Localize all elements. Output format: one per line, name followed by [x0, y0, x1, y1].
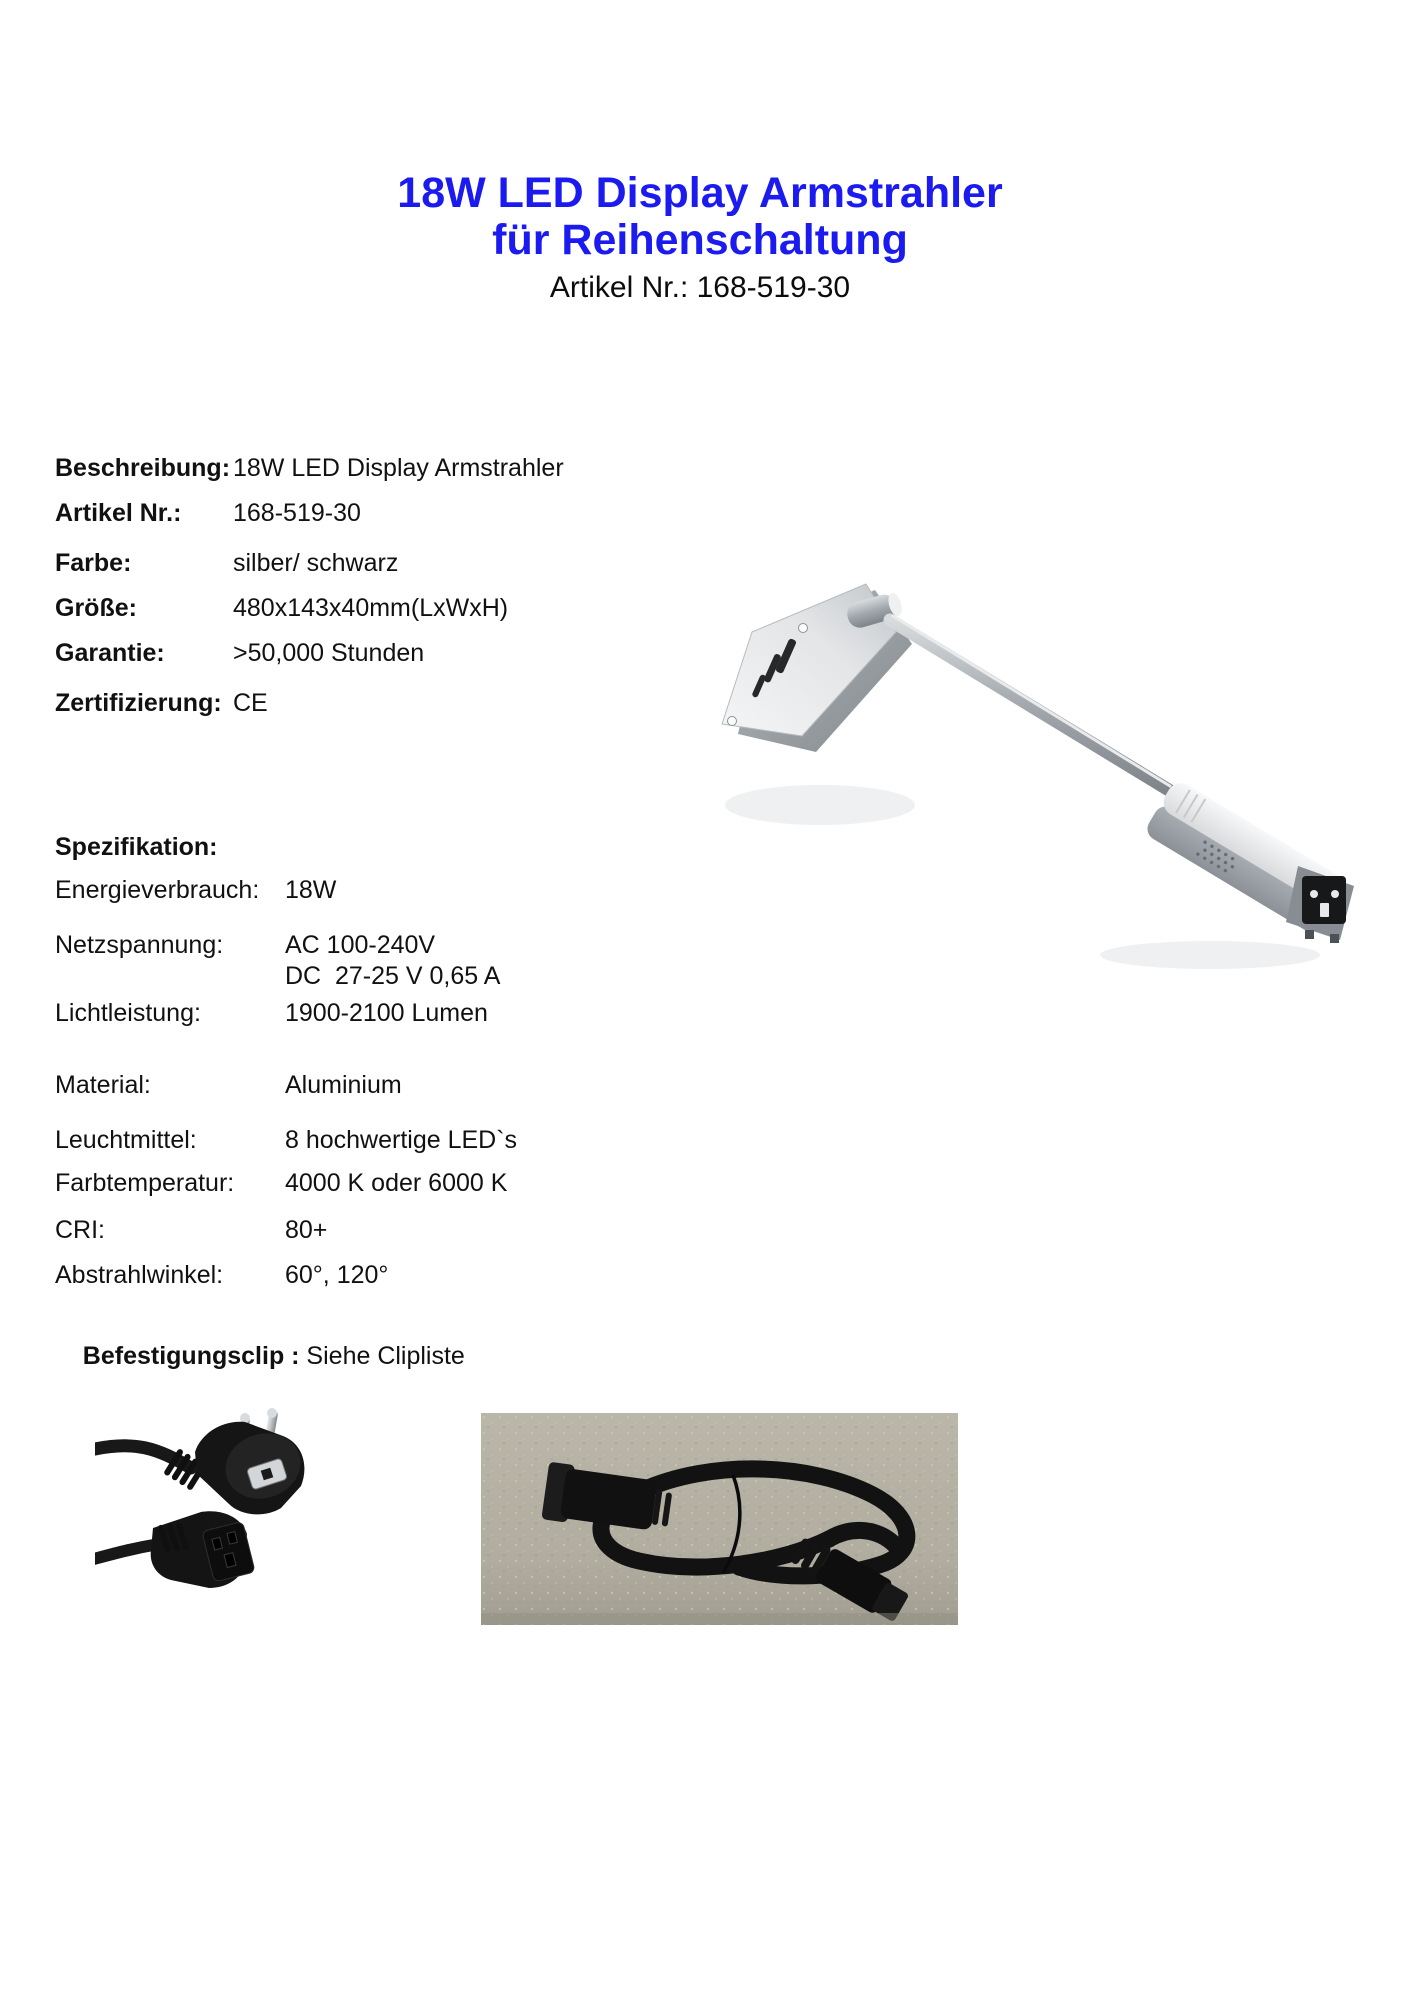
- row-value: 4000 K oder 6000 K: [285, 1169, 508, 1197]
- row-value: silber/ schwarz: [233, 549, 399, 577]
- cable: [95, 1544, 159, 1560]
- row-value: 168-519-30: [233, 499, 361, 527]
- description-row-artikelnr: [55, 498, 361, 532]
- row-value: Siehe Clipliste: [299, 1342, 465, 1370]
- row-label: Material:: [55, 1071, 151, 1099]
- row-value: >50,000 Stunden: [233, 639, 425, 667]
- soft-shadow: [725, 785, 915, 825]
- spec-row-leuchtmittel: [55, 1125, 517, 1156]
- soft-shadow: [1100, 941, 1320, 969]
- article-number-subtitle: Artikel Nr.: 168-519-30: [549, 271, 851, 304]
- screw: [799, 624, 808, 633]
- row-label: CRI:: [55, 1216, 105, 1244]
- support-arm: [890, 620, 1172, 792]
- row-label: Energieverbrauch:: [55, 876, 260, 904]
- row-value: 60°, 120°: [285, 1261, 389, 1289]
- description-row-zertifizierung: [55, 688, 268, 722]
- description-row-groesse: [55, 593, 508, 627]
- row-label: Zertifizierung:: [55, 689, 222, 717]
- specification-heading: Spezifikation:: [55, 833, 218, 861]
- inlet-pin: [1331, 890, 1339, 898]
- spec-row-farbtemperatur: [55, 1168, 507, 1199]
- surface-edge-shadow: [481, 1613, 958, 1625]
- row-label: Befestigungsclip :: [82, 1342, 300, 1370]
- mount-foot: [1305, 930, 1314, 939]
- description-row-garantie: [55, 638, 424, 672]
- row-value: 480x143x40mm(LxWxH): [233, 594, 509, 622]
- row-value: CE: [233, 689, 268, 717]
- product-render-18w-led-armstrahler: [690, 540, 1390, 970]
- support-arm-highlight: [893, 616, 1170, 786]
- power-cord-schuko-c13-photo: [95, 1408, 330, 1613]
- mount-foot: [1330, 934, 1339, 943]
- row-label: Farbtemperatur:: [55, 1169, 235, 1197]
- title-block: [0, 170, 1400, 305]
- screw: [728, 717, 737, 726]
- description-row-farbe: [55, 548, 398, 582]
- extension-cord-c14-c13-photo: [481, 1413, 958, 1625]
- row-label: Leuchtmittel:: [55, 1126, 197, 1154]
- row-label: Größe:: [55, 594, 137, 622]
- spec-row-befestigungsclip: [55, 1310, 465, 1403]
- row-label: Abstrahlwinkel:: [55, 1261, 224, 1289]
- page-title-line2: für Reihenschaltung: [492, 216, 908, 264]
- spec-row-lichtleistung: [55, 998, 488, 1029]
- page-title-line1: 18W LED Display Armstrahler: [397, 169, 1003, 217]
- row-label: Lichtleistung:: [55, 999, 201, 1027]
- row-value: 80+: [285, 1216, 328, 1244]
- inlet-pin: [1310, 890, 1318, 898]
- row-value: Aluminium: [285, 1071, 402, 1099]
- row-label: Netzspannung:: [55, 931, 224, 959]
- spec-row-abstrahlwinkel: [55, 1260, 388, 1291]
- inlet-pin: [1320, 903, 1329, 917]
- netzspannung-line1: AC 100-240V: [285, 931, 436, 959]
- row-label: Farbe:: [55, 549, 132, 577]
- spec-row-energieverbrauch: [55, 875, 336, 906]
- row-label: Artikel Nr.:: [55, 499, 182, 527]
- netzspannung-line2: DC 27-25 V 0,65 A: [285, 962, 501, 990]
- row-value: 18W: [285, 876, 337, 904]
- row-value: 1900-2100 Lumen: [285, 999, 488, 1027]
- row-value: [285, 930, 500, 992]
- spec-row-cri: [55, 1215, 327, 1246]
- row-value: 8 hochwertige LED`s: [285, 1126, 518, 1154]
- row-value: 18W LED Display Armstrahler: [233, 454, 564, 482]
- description-row-beschreibung: [55, 453, 564, 487]
- spec-row-netzspannung: [55, 930, 500, 992]
- spec-row-material: [55, 1070, 402, 1101]
- row-label: Beschreibung:: [55, 454, 231, 482]
- row-label: Garantie:: [55, 639, 165, 667]
